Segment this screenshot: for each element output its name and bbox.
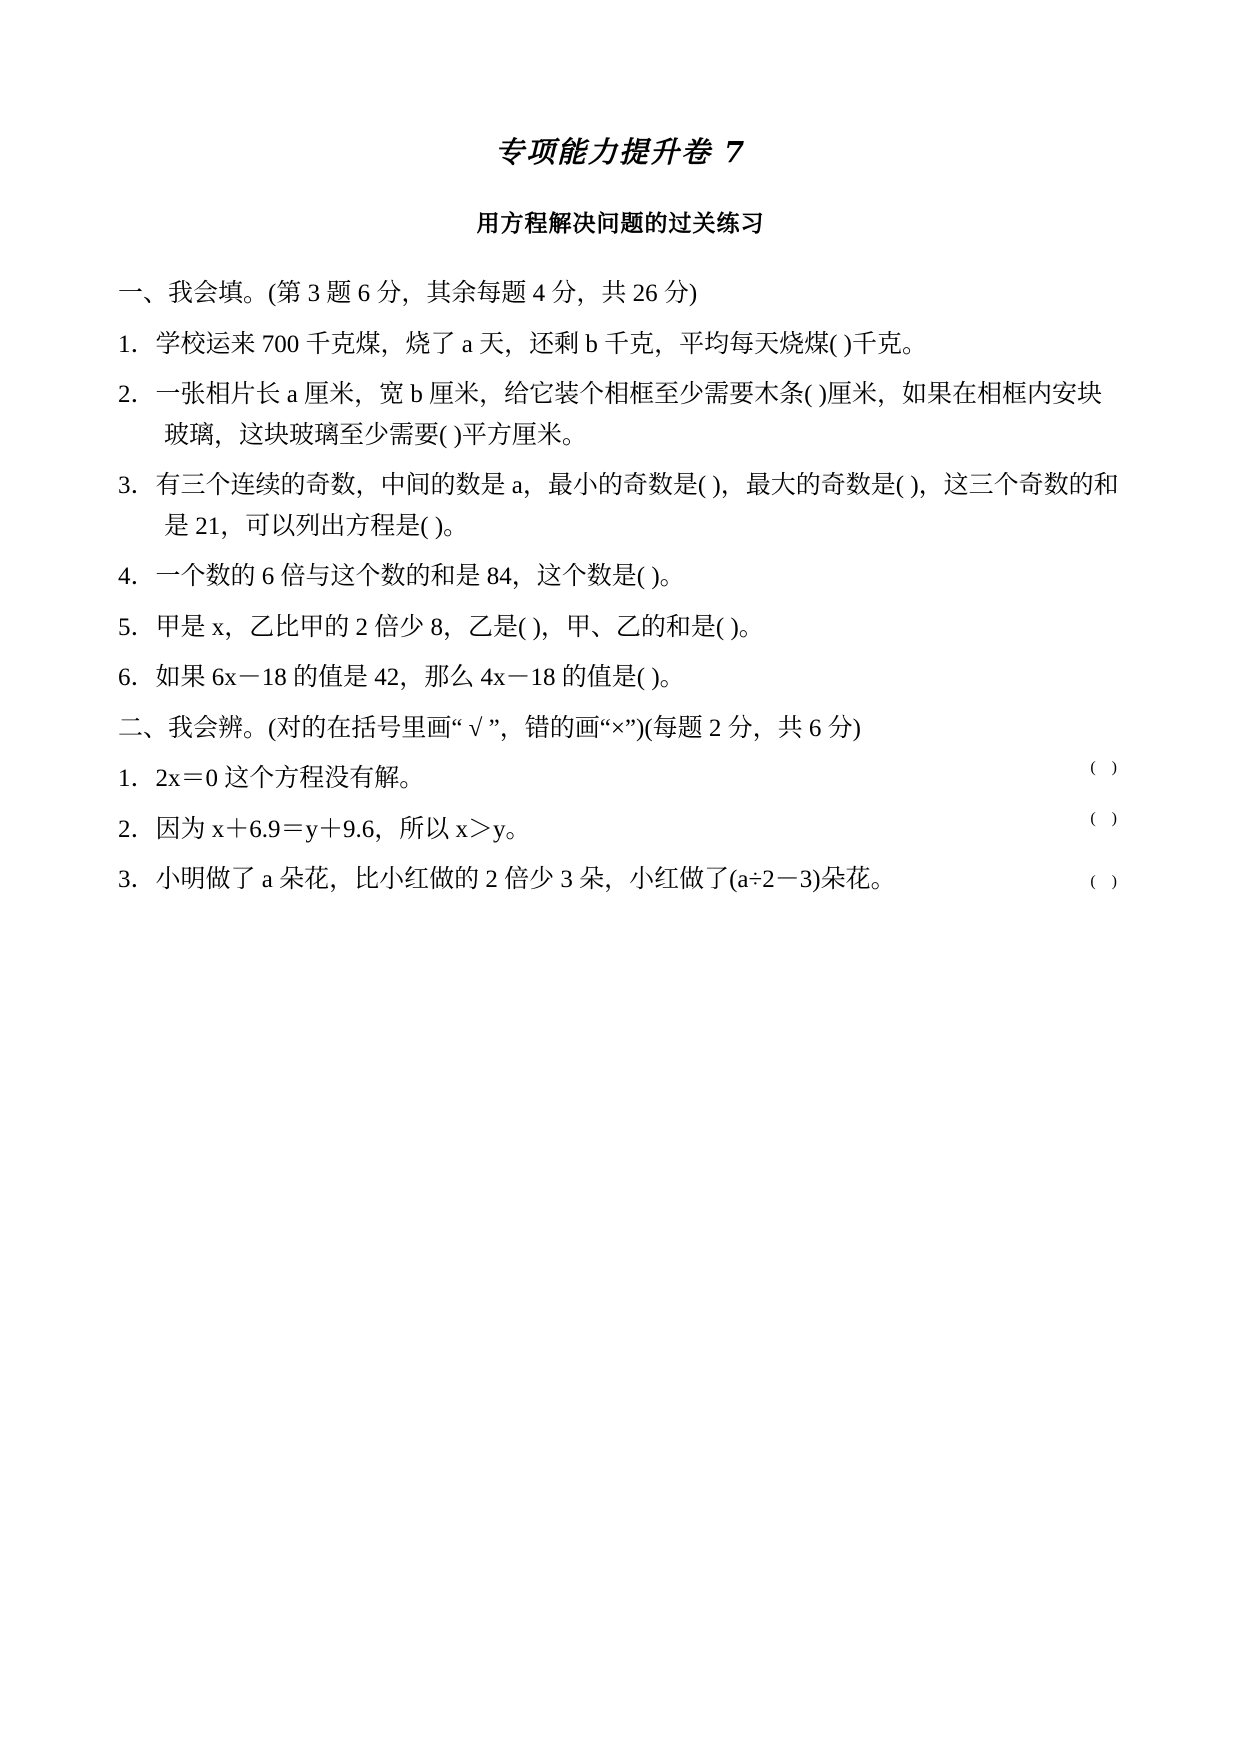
question-1-2: 2．一张相片长 a 厘米，宽 b 厘米，给它装个相框至少需要木条( )厘米，如果在相框内安块玻璃，这块玻璃至少需要( )平方厘米。 — [118, 381, 1102, 449]
question-1-5: 5．甲是 x，乙比甲的 2 倍少 8，乙是( )，甲、乙的和是( )。 — [118, 613, 764, 641]
page-subtitle: 用方程解决问题的过关练习 — [476, 210, 765, 237]
question-2-3: 3．小明做了 a 朵花，比小红做的 2 倍少 3 朵，小红做了(a÷2－3)朵花。 — [118, 866, 896, 893]
question-2-1: 1．2x＝0 这个方程没有解。 — [118, 765, 425, 792]
section-heading-fill-in: 一、我会填。(第 3 题 6 分，其余每题 4 分，共 26 分) — [118, 280, 698, 307]
question-1-3: 3．有三个连续的奇数，中间的数是 a，最小的奇数是( )，最大的奇数是( )，这三个奇数的和是 21，可以列出方程是( )。 — [118, 472, 1119, 540]
answer-bracket-2[interactable]: ( ) — [1090, 809, 1123, 827]
section-heading-true-false: 二、我会辨。(对的在括号里画“ √ ”，错的画“×”)(每题 2 分，共 6 分) — [118, 714, 862, 742]
true-false-row-3 — [118, 860, 1123, 901]
true-false-row-2 — [118, 810, 1123, 851]
answer-bracket-1[interactable]: ( ) — [1090, 759, 1123, 776]
question-1-4: 4．一个数的 6 倍与这个数的和是 84，这个数是( )。 — [118, 563, 685, 590]
true-false-row-1 — [118, 759, 1123, 800]
question-1-1: 1．学校运来 700 千克煤，烧了 a 天，还剩 b 千克，平均每天烧煤( )千克。 — [118, 330, 927, 358]
question-2-2: 2．因为 x＋6.9＝y＋9.6，所以 x＞y。 — [118, 815, 531, 843]
answer-bracket-3[interactable]: ( ) — [1090, 872, 1123, 890]
question-1-6: 6．如果 6x－18 的值是 42，那么 4x－18 的值是( )。 — [118, 664, 685, 691]
page-title: 专项能力提升卷 7 — [494, 135, 747, 169]
